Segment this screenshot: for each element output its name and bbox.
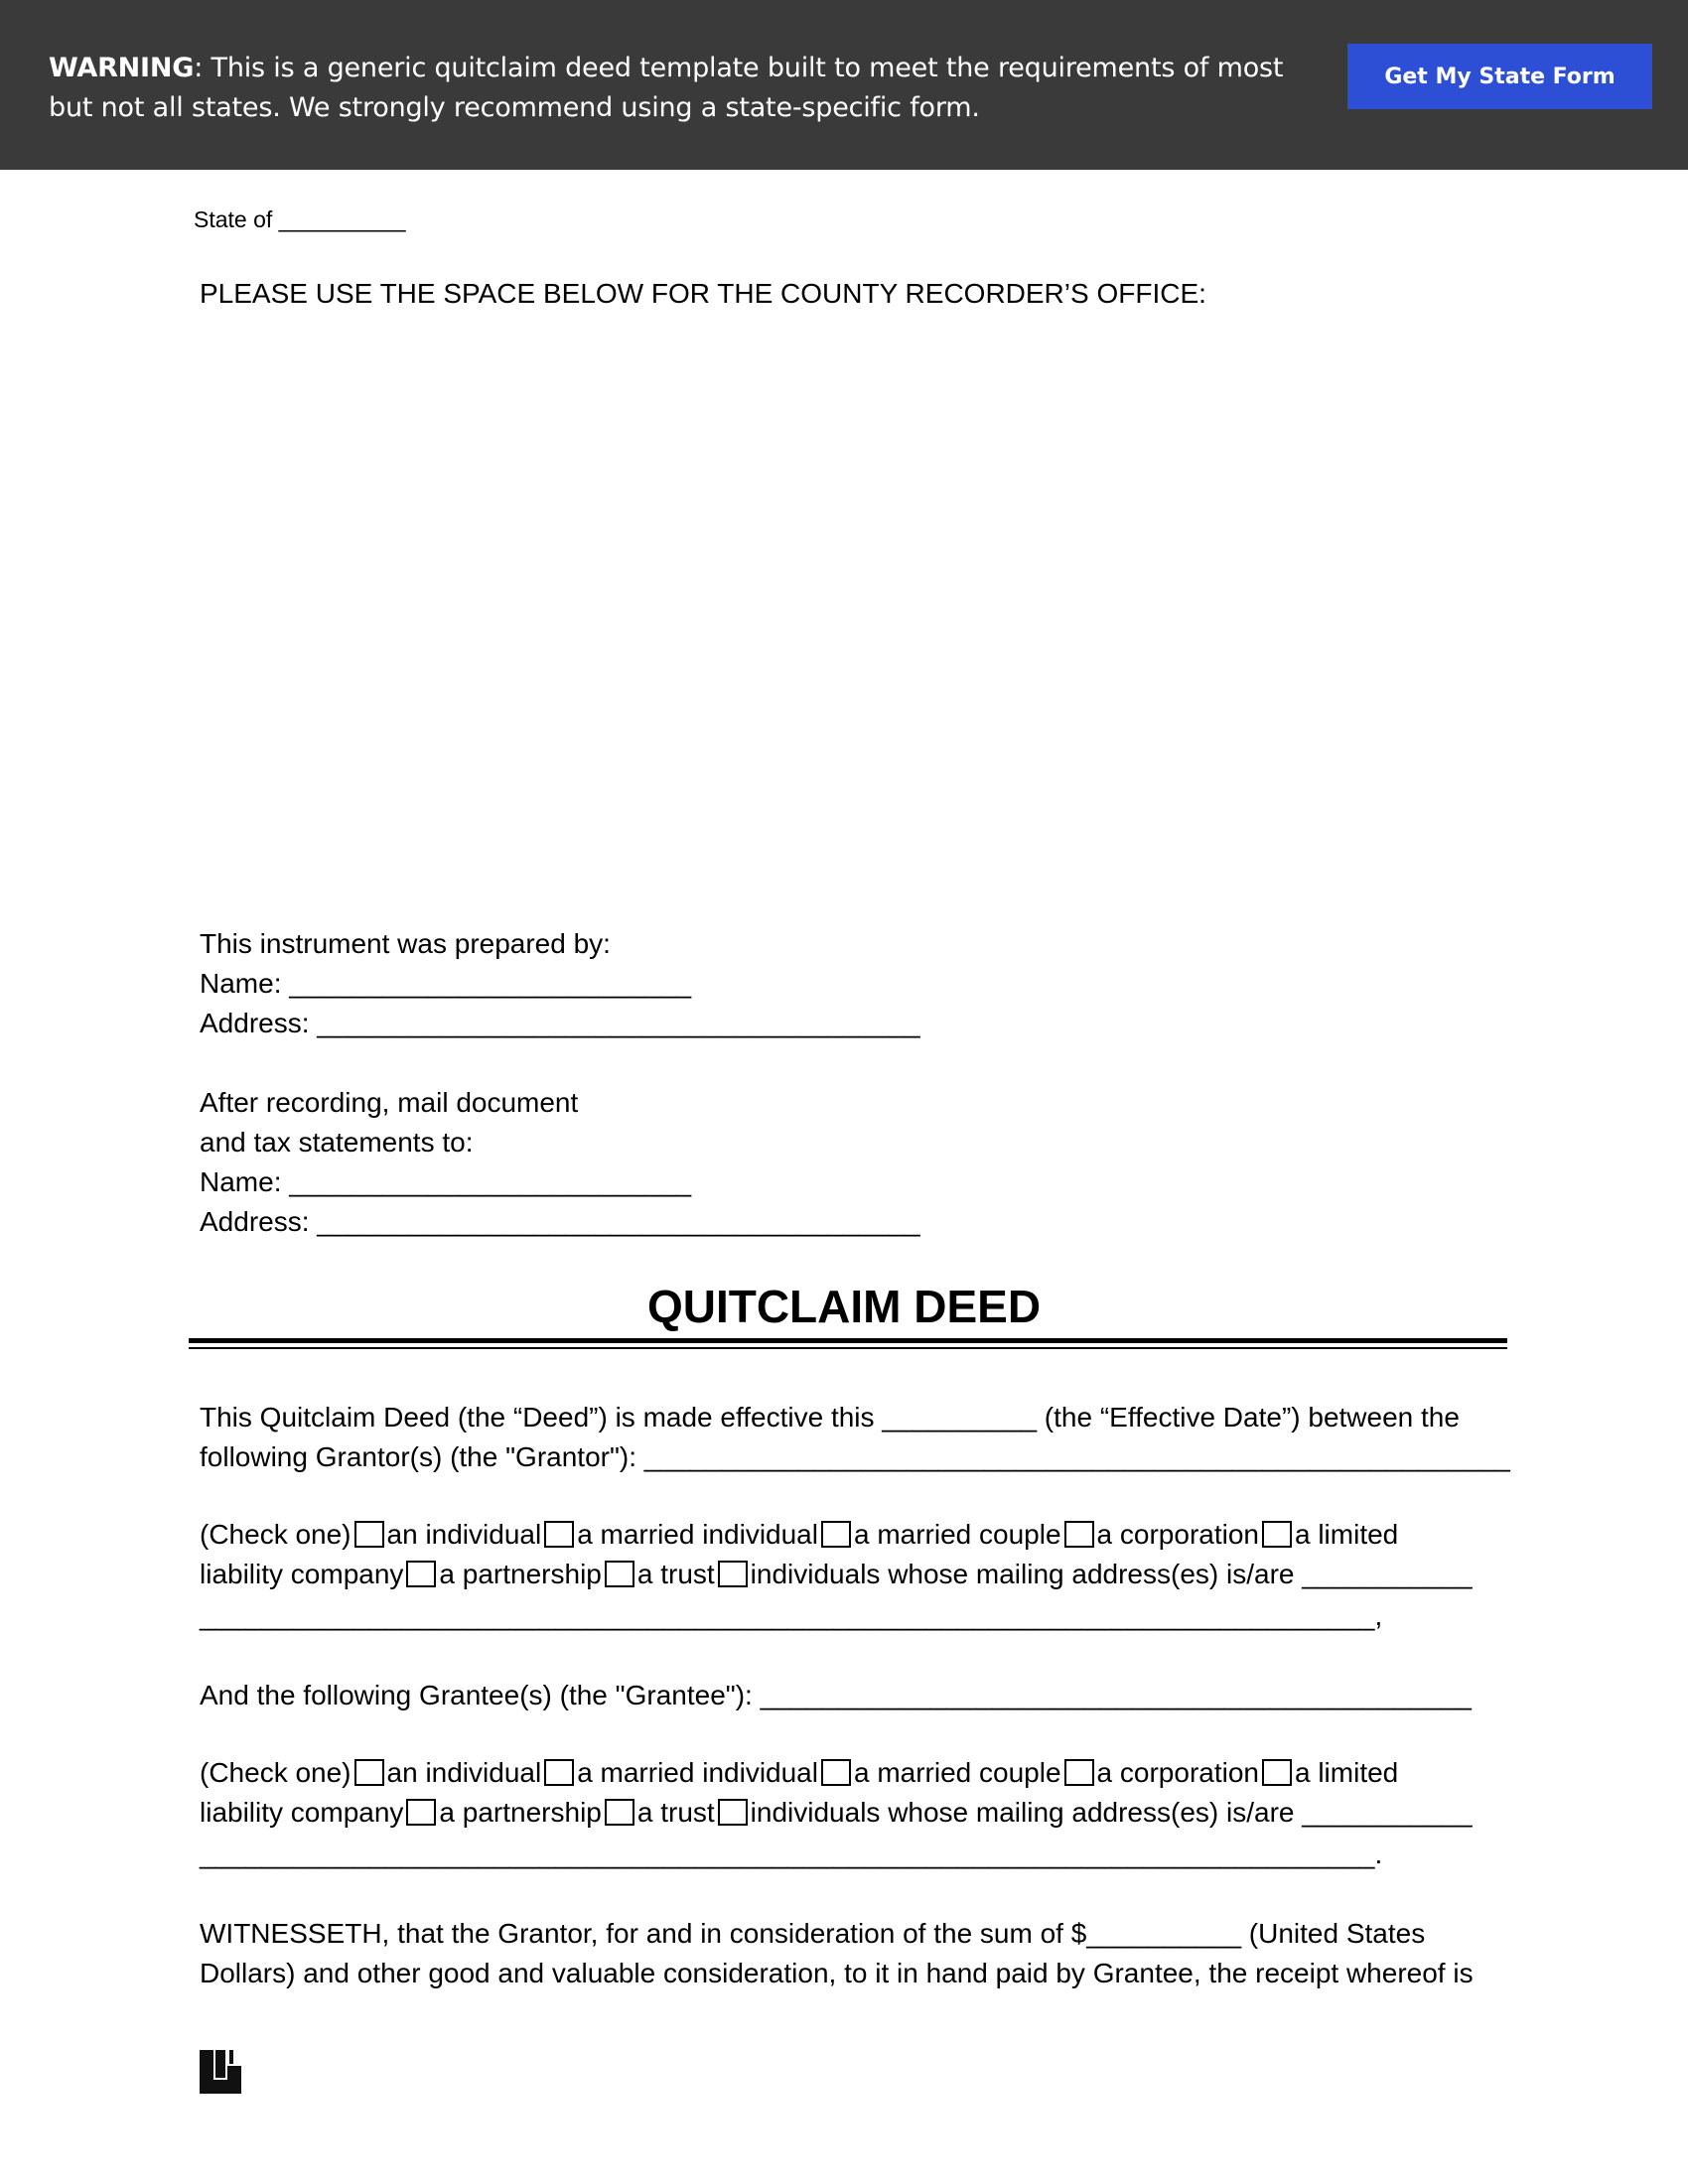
prepared-by-address-field[interactable]: Address: _______________________________________ [200,1008,920,1038]
title-divider-thin [189,1347,1507,1349]
state-of-field[interactable]: State of __________ [194,206,406,232]
mail-to-heading-2: and tax statements to: [200,1127,474,1158]
grantor-llc-checkbox[interactable] [1262,1521,1292,1548]
grantor-individual-checkbox[interactable] [354,1521,384,1548]
get-my-state-form-button[interactable]: Get My State Form [1347,44,1652,109]
grantor-trust-checkbox[interactable] [605,1561,634,1587]
grantor-type-row-1 [200,1515,1398,1555]
grantee-individuals-checkbox[interactable] [718,1799,748,1826]
grantee-type-row-2 [200,1793,1473,1833]
checkbox-label: a trust [636,1797,715,1828]
grantee-type-row-1 [200,1753,1398,1793]
checkbox-label: a partnership [439,1797,602,1828]
warning-text: : This is a generic quitclaim deed template built to meet the requirements of most but not all states. We strongly recommend using a state-specific form. [49,53,1284,123]
checkbox-label: a married individual [577,1757,818,1788]
grantee-line[interactable]: And the following Grantee(s) (the "Grantee"): ______________________________________________ [200,1680,1472,1710]
deed-intro-line-1[interactable]: This Quitclaim Deed (the “Deed”) is made effective this __________ (the “Effective Date”) between the [200,1402,1460,1433]
prepared-by-name-field[interactable]: Name: __________________________ [200,968,692,999]
prepared-by-heading: This instrument was prepared by: [200,928,611,959]
mail-to-address-field[interactable]: Address: _______________________________________ [200,1206,920,1237]
mail-to-heading-1: After recording, mail document [200,1087,579,1118]
checkbox-label: a trust [636,1559,715,1589]
page-title: QUITCLAIM DEED [646,1281,1042,1332]
grantee-llc-checkbox[interactable] [1262,1759,1292,1786]
checkbox-label: a limited [1294,1757,1399,1788]
checkbox-label: liability company [200,1797,404,1828]
checkbox-label: a married individual [577,1519,818,1550]
document-logo-icon [200,2050,241,2094]
witness-line-1[interactable]: WITNESSETH, that the Grantor, for and in consideration of the sum of $__________ (United States [200,1918,1426,1949]
grantor-type-row-2 [200,1555,1473,1594]
title-divider-thick [189,1338,1507,1343]
checkbox-label: a limited [1294,1519,1399,1550]
warning-label: WARNING [49,53,195,83]
grantee-married-couple-checkbox[interactable] [821,1759,851,1786]
grantee-married-individual-checkbox[interactable] [544,1759,574,1786]
checkbox-label: a partnership [439,1559,602,1589]
witness-line-2: Dollars) and other good and valuable consideration, to it in hand paid by Grantee, the receipt whereof is [200,1958,1474,1988]
warning-message [49,49,1330,128]
grantor-corporation-checkbox[interactable] [1064,1521,1094,1548]
warning-banner [0,0,1688,170]
check-one-label: (Check one) [200,1519,352,1550]
grantor-mailing-address-line[interactable]: ____________________________________________________________________________, [200,1600,1383,1631]
deed-intro-line-2[interactable]: following Grantor(s) (the "Grantor"): ________________________________________________________ [200,1441,1510,1472]
grantor-married-couple-checkbox[interactable] [821,1521,851,1548]
grantee-trust-checkbox[interactable] [605,1799,634,1826]
grantee-partnership-checkbox[interactable] [406,1799,436,1826]
grantor-mailing-address-field[interactable]: individuals whose mailing address(es) is/are ___________ [750,1559,1473,1589]
checkbox-label: liability company [200,1559,404,1589]
checkbox-label: an individual [386,1519,542,1550]
checkbox-label: a married couple [853,1757,1061,1788]
grantee-corporation-checkbox[interactable] [1064,1759,1094,1786]
grantee-mailing-address-line[interactable]: ____________________________________________________________________________. [200,1839,1383,1869]
checkbox-label: a married couple [853,1519,1061,1550]
checkbox-label: an individual [386,1757,542,1788]
grantee-mailing-address-field[interactable]: individuals whose mailing address(es) is/are ___________ [750,1797,1473,1828]
grantor-married-individual-checkbox[interactable] [544,1521,574,1548]
grantee-individual-checkbox[interactable] [354,1759,384,1786]
check-one-label: (Check one) [200,1757,352,1788]
grantor-partnership-checkbox[interactable] [406,1561,436,1587]
checkbox-label: a corporation [1096,1519,1259,1550]
mail-to-name-field[interactable]: Name: __________________________ [200,1166,692,1197]
recorder-notice: PLEASE USE THE SPACE BELOW FOR THE COUNTY RECORDER’S OFFICE: [200,278,1206,309]
grantor-individuals-checkbox[interactable] [718,1561,748,1587]
checkbox-label: a corporation [1096,1757,1259,1788]
